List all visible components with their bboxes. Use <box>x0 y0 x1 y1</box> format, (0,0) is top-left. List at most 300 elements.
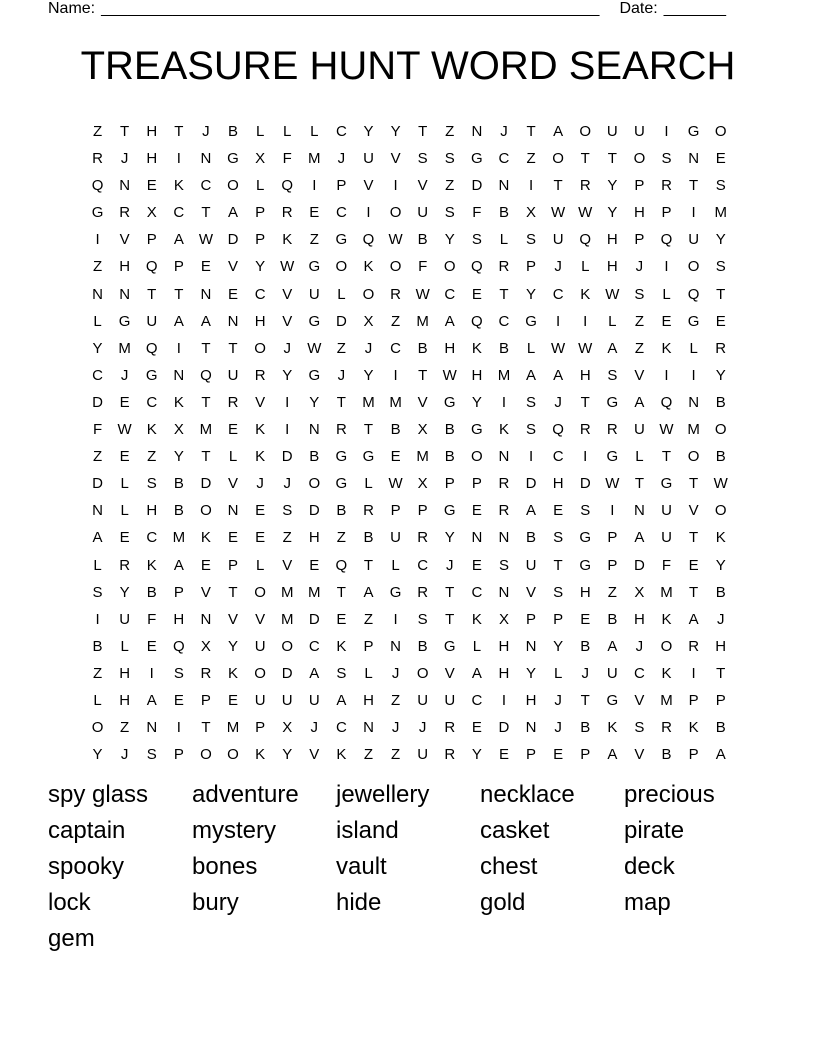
grid-letter: D <box>92 475 103 493</box>
grid-letter: B <box>715 393 726 411</box>
grid-row <box>84 205 734 232</box>
grid-letter: T <box>689 475 699 493</box>
grid-letter: W <box>117 421 132 439</box>
grid-letter: L <box>120 502 129 520</box>
grid-letter: T <box>120 123 130 140</box>
grid-letter: E <box>119 393 130 411</box>
grid-letter: D <box>335 312 347 330</box>
grid-row <box>84 368 734 395</box>
grid-letter: T <box>526 123 536 140</box>
grid-letter: C <box>200 177 212 195</box>
grid-letter: B <box>146 583 157 601</box>
grid-letter: P <box>146 231 157 249</box>
grid-letter: O <box>227 177 239 195</box>
grid-letter: C <box>471 583 483 601</box>
grid-letter: Q <box>335 556 348 574</box>
date-field-line[interactable]: _______ <box>663 0 726 17</box>
word-list-item: lock <box>48 889 91 916</box>
grid-letter: O <box>200 502 212 520</box>
grid-letter: G <box>471 421 483 439</box>
grid-letter: I <box>501 393 507 411</box>
grid-letter: N <box>92 285 103 303</box>
grid-letter: N <box>200 285 212 303</box>
grid-letter: A <box>444 312 455 330</box>
grid-letter: V <box>363 177 374 195</box>
grid-letter: O <box>714 421 727 439</box>
grid-letter: G <box>227 150 239 168</box>
grid-letter: E <box>471 556 482 574</box>
word-list-item: hide <box>336 889 382 916</box>
grid-letter: I <box>583 312 588 330</box>
grid-letter: N <box>200 610 212 628</box>
grid-letter: L <box>391 556 400 574</box>
grid-letter: V <box>228 258 239 276</box>
grid-letter: E <box>553 502 564 520</box>
grid-letter: R <box>254 366 266 384</box>
grid-letter: V <box>282 556 293 574</box>
grid-letter: Y <box>607 204 618 222</box>
grid-letter: V <box>200 583 211 601</box>
grid-letter: H <box>444 339 456 357</box>
grid-letter: D <box>634 556 645 574</box>
grid-letter: G <box>362 448 375 466</box>
grid-letter: D <box>227 231 239 249</box>
grid-letter: A <box>607 637 618 655</box>
grid-letter: M <box>660 691 673 709</box>
grid-letter: N <box>471 123 483 140</box>
grid-letter: I <box>691 204 696 222</box>
grid-letter: P <box>634 231 645 249</box>
grid-letter: K <box>282 231 293 249</box>
grid-letter: R <box>92 150 103 168</box>
grid-letter: A <box>553 366 564 384</box>
letter-grid <box>84 124 734 774</box>
grid-letter: S <box>661 150 672 168</box>
grid-letter: X <box>146 204 157 222</box>
grid-letter: U <box>417 204 429 222</box>
grid-letter: C <box>498 312 510 330</box>
grid-letter: B <box>580 719 591 737</box>
grid-letter: H <box>579 366 591 384</box>
grid-letter: B <box>173 502 184 520</box>
grid-letter: A <box>363 583 374 601</box>
grid-letter: T <box>445 583 455 601</box>
grid-letter: S <box>553 529 564 547</box>
grid-letter: M <box>714 204 727 222</box>
grid-letter: T <box>445 610 455 628</box>
grid-letter: L <box>364 664 373 682</box>
grid-letter: D <box>525 475 537 493</box>
header <box>48 0 748 20</box>
grid-row <box>84 395 734 422</box>
grid-letter: T <box>228 339 238 357</box>
word-list-item: gold <box>480 889 526 916</box>
grid-letter: N <box>471 529 483 547</box>
grid-letter: K <box>336 637 347 655</box>
word-list-item: island <box>336 817 399 844</box>
grid-row <box>84 530 734 557</box>
grid-letter: O <box>254 339 266 357</box>
grid-letter: C <box>335 123 347 140</box>
grid-letter: V <box>688 502 699 520</box>
grid-letter: S <box>173 664 184 682</box>
grid-letter: R <box>335 421 347 439</box>
grid-letter: E <box>471 719 482 737</box>
grid-letter: B <box>309 448 320 466</box>
grid-letter: O <box>308 475 321 493</box>
grid-letter: W <box>605 285 620 303</box>
grid-letter: G <box>308 312 321 330</box>
grid-letter: D <box>471 177 483 195</box>
grid-letter: I <box>691 664 696 682</box>
word-list-item: bury <box>192 889 239 916</box>
grid-letter: G <box>443 502 456 520</box>
grid-letter: Z <box>445 177 455 195</box>
grid-letter: P <box>336 177 347 195</box>
grid-letter: I <box>528 448 534 466</box>
grid-letter: X <box>173 421 184 439</box>
grid-letter: T <box>418 366 428 384</box>
grid-letter: E <box>228 285 239 303</box>
grid-letter: E <box>309 204 320 222</box>
word-list-item: pirate <box>624 817 685 844</box>
grid-letter: Y <box>471 393 482 411</box>
grid-row <box>84 259 734 286</box>
grid-letter: W <box>605 475 620 493</box>
grid-letter: V <box>634 366 645 384</box>
grid-letter: M <box>660 583 673 601</box>
grid-letter: O <box>660 637 673 655</box>
grid-letter: Q <box>362 231 375 249</box>
grid-letter: X <box>282 719 293 737</box>
grid-letter: N <box>227 312 239 330</box>
grid-letter: U <box>281 691 293 709</box>
word-list-item: chest <box>480 853 538 880</box>
grid-letter: I <box>393 610 398 628</box>
grid-letter: P <box>255 719 266 737</box>
page-title: TREASURE HUNT WORD SEARCH <box>80 44 736 88</box>
grid-letter: A <box>173 231 184 249</box>
grid-letter: J <box>635 258 644 276</box>
grid-letter: R <box>579 177 591 195</box>
grid-row <box>84 151 734 178</box>
grid-letter: H <box>471 366 483 384</box>
grid-letter: U <box>308 285 320 303</box>
grid-letter: S <box>417 150 428 168</box>
grid-letter: R <box>119 556 131 574</box>
grid-letter: T <box>201 719 211 737</box>
grid-letter: J <box>716 610 725 628</box>
grid-letter: V <box>417 393 428 411</box>
grid-row <box>84 558 734 585</box>
grid-letter: R <box>390 285 401 303</box>
grid-letter: Z <box>363 610 374 628</box>
grid-letter: L <box>93 691 102 709</box>
grid-letter: E <box>390 448 401 466</box>
grid-letter: P <box>417 502 428 520</box>
grid-letter: P <box>607 556 618 574</box>
grid-letter: P <box>363 637 374 655</box>
grid-letter: A <box>336 691 347 709</box>
grid-letter: R <box>606 421 618 439</box>
grid-letter: U <box>661 502 672 520</box>
word-list-item: gem <box>48 925 95 952</box>
grid-letter: Y <box>282 366 293 384</box>
grid-letter: A <box>526 502 537 520</box>
grid-letter: M <box>118 339 131 357</box>
grid-letter: H <box>173 610 185 628</box>
grid-letter: O <box>416 664 429 682</box>
grid-letter: A <box>146 691 157 709</box>
grid-letter: E <box>146 177 157 195</box>
grid-letter: K <box>173 393 184 411</box>
grid-row <box>84 720 734 747</box>
date-label: Date: <box>619 0 658 17</box>
grid-letter: W <box>578 204 593 222</box>
grid-letter: M <box>172 529 186 547</box>
grid-letter: U <box>227 366 239 384</box>
grid-letter: I <box>393 366 398 384</box>
grid-letter: Y <box>282 746 293 764</box>
name-field-line[interactable]: ________________________________________________________ <box>101 0 600 17</box>
grid-letter: J <box>364 339 373 357</box>
grid-letter: D <box>281 448 293 466</box>
grid-letter: P <box>526 746 537 764</box>
grid-letter: E <box>580 610 591 628</box>
word-list-item: deck <box>624 853 675 880</box>
grid-letter: I <box>664 123 669 140</box>
grid-letter: I <box>95 231 100 249</box>
grid-letter: G <box>525 312 537 330</box>
grid-letter: B <box>498 204 509 222</box>
grid-letter: G <box>471 150 483 168</box>
grid-letter: N <box>308 421 320 439</box>
grid-letter: S <box>444 204 455 222</box>
grid-letter: K <box>173 177 184 195</box>
grid-letter: I <box>285 393 290 411</box>
grid-letter: C <box>417 556 429 574</box>
word-list-item: captain <box>48 817 126 844</box>
grid-letter: S <box>336 664 347 682</box>
grid-letter: H <box>254 312 266 330</box>
grid-letter: C <box>552 285 564 303</box>
grid-letter: T <box>174 285 184 303</box>
grid-letter: N <box>525 719 537 737</box>
grid-letter: A <box>553 123 564 140</box>
grid-letter: H <box>119 258 131 276</box>
grid-letter: N <box>688 150 700 168</box>
grid-letter: L <box>581 258 590 276</box>
grid-letter: L <box>120 475 129 493</box>
grid-letter: A <box>688 610 699 628</box>
grid-row <box>84 585 734 612</box>
grid-letter: E <box>661 312 672 330</box>
grid-letter: P <box>553 610 564 628</box>
grid-letter: C <box>254 285 266 303</box>
grid-letter: X <box>255 150 266 168</box>
grid-letter: C <box>335 719 347 737</box>
grid-letter: B <box>92 637 103 655</box>
word-list-item: spooky <box>48 853 125 880</box>
grid-letter: S <box>282 502 293 520</box>
grid-letter: T <box>336 393 346 411</box>
grid-letter: P <box>715 691 726 709</box>
grid-letter: N <box>146 719 158 737</box>
grid-letter: C <box>173 204 185 222</box>
grid-letter: C <box>390 339 401 357</box>
grid-letter: N <box>634 502 645 520</box>
grid-letter: G <box>308 366 321 384</box>
grid-letter: R <box>200 664 212 682</box>
grid-letter: N <box>498 448 510 466</box>
grid-letter: V <box>444 664 455 682</box>
grid-letter: Y <box>444 231 455 249</box>
grid-letter: R <box>579 421 591 439</box>
grid-letter: U <box>606 664 618 682</box>
grid-letter: I <box>176 150 181 168</box>
grid-letter: H <box>715 637 727 655</box>
grid-letter: A <box>228 204 239 222</box>
grid-letter: B <box>444 421 455 439</box>
grid-letter: P <box>661 204 672 222</box>
grid-letter: J <box>283 339 291 357</box>
grid-letter: Y <box>309 393 320 411</box>
grid-letter: M <box>308 150 321 168</box>
grid-letter: G <box>606 448 619 466</box>
grid-letter: U <box>390 529 401 547</box>
grid-letter: S <box>715 258 726 276</box>
grid-letter: Y <box>526 664 537 682</box>
grid-letter: T <box>147 285 157 303</box>
grid-letter: P <box>688 691 699 709</box>
grid-letter: M <box>280 583 294 601</box>
grid-row <box>84 178 734 205</box>
grid-letter: F <box>472 204 482 222</box>
grid-letter: Q <box>687 285 700 303</box>
grid-letter: E <box>553 746 564 764</box>
word-list-item: casket <box>480 817 550 844</box>
grid-letter: L <box>255 177 265 195</box>
grid-letter: H <box>606 231 618 249</box>
grid-letter: W <box>659 421 674 439</box>
grid-letter: K <box>255 448 266 466</box>
grid-letter: X <box>417 421 428 439</box>
grid-letter: E <box>228 529 239 547</box>
grid-letter: U <box>525 556 537 574</box>
grid-letter: J <box>446 556 454 574</box>
grid-letter: A <box>634 393 645 411</box>
word-list-item: jewellery <box>336 781 430 808</box>
grid-letter: X <box>634 583 645 601</box>
grid-letter: G <box>443 393 456 411</box>
grid-letter: N <box>119 177 131 195</box>
grid-letter: R <box>661 719 672 737</box>
grid-letter: P <box>471 475 482 493</box>
grid-letter: K <box>471 339 482 357</box>
grid-letter: J <box>310 719 319 737</box>
grid-letter: R <box>444 746 456 764</box>
grid-letter: O <box>389 258 402 276</box>
grid-letter: G <box>579 556 592 574</box>
grid-letter: L <box>472 637 482 655</box>
grid-letter: N <box>173 366 185 384</box>
word-list <box>48 782 768 952</box>
grid-letter: Z <box>634 339 644 357</box>
grid-letter: U <box>444 691 456 709</box>
grid-letter: J <box>120 366 129 384</box>
grid-letter: Y <box>363 366 374 384</box>
grid-letter: U <box>552 231 564 249</box>
grid-letter: Q <box>579 231 592 249</box>
grid-letter: F <box>92 421 103 439</box>
grid-letter: Y <box>715 366 726 384</box>
grid-letter: W <box>578 339 593 357</box>
grid-letter: L <box>689 339 698 357</box>
grid-letter: W <box>388 231 403 249</box>
grid-letter: Y <box>553 637 564 655</box>
grid-letter: N <box>498 529 510 547</box>
grid-letter: T <box>201 393 211 411</box>
grid-letter: B <box>444 448 455 466</box>
grid-letter: A <box>715 746 726 764</box>
grid-letter: C <box>92 366 103 384</box>
grid-letter: H <box>308 529 320 547</box>
grid-letter: J <box>120 746 129 764</box>
grid-letter: N <box>498 177 510 195</box>
grid-letter: S <box>146 746 157 764</box>
word-list-item: precious <box>624 781 715 808</box>
grid-letter: M <box>687 421 700 439</box>
grid-letter: T <box>716 285 726 303</box>
grid-letter: F <box>147 610 157 628</box>
grid-letter: T <box>553 556 563 574</box>
grid-letter: T <box>716 664 726 682</box>
grid-letter: Z <box>309 231 319 249</box>
grid-letter: L <box>228 448 238 466</box>
grid-letter: O <box>281 637 294 655</box>
grid-letter: L <box>283 123 292 140</box>
grid-row <box>84 639 734 666</box>
grid-row <box>84 232 734 259</box>
grid-letter: S <box>607 366 618 384</box>
grid-letter: L <box>93 556 102 574</box>
grid-letter: V <box>255 610 266 628</box>
grid-letter: T <box>201 339 211 357</box>
grid-letter: H <box>146 123 158 140</box>
grid-letter: Z <box>92 664 103 682</box>
grid-letter: P <box>200 691 211 709</box>
grid-letter: U <box>254 637 266 655</box>
grid-letter: M <box>226 719 240 737</box>
grid-letter: X <box>363 312 374 330</box>
grid-letter: J <box>554 258 562 276</box>
grid-letter: P <box>580 746 591 764</box>
grid-letter: J <box>500 123 508 140</box>
grid-letter: I <box>556 312 561 330</box>
grid-letter: P <box>255 204 266 222</box>
grid-letter: V <box>282 312 293 330</box>
grid-letter: L <box>364 475 373 493</box>
grid-letter: G <box>145 366 158 384</box>
grid-letter: Z <box>445 123 455 140</box>
grid-row <box>84 503 734 530</box>
grid-letter: K <box>146 421 157 439</box>
grid-letter: R <box>417 583 429 601</box>
grid-letter: T <box>336 583 346 601</box>
grid-letter: T <box>201 204 211 222</box>
name-label: Name: <box>48 0 96 17</box>
grid-letter: E <box>471 285 482 303</box>
